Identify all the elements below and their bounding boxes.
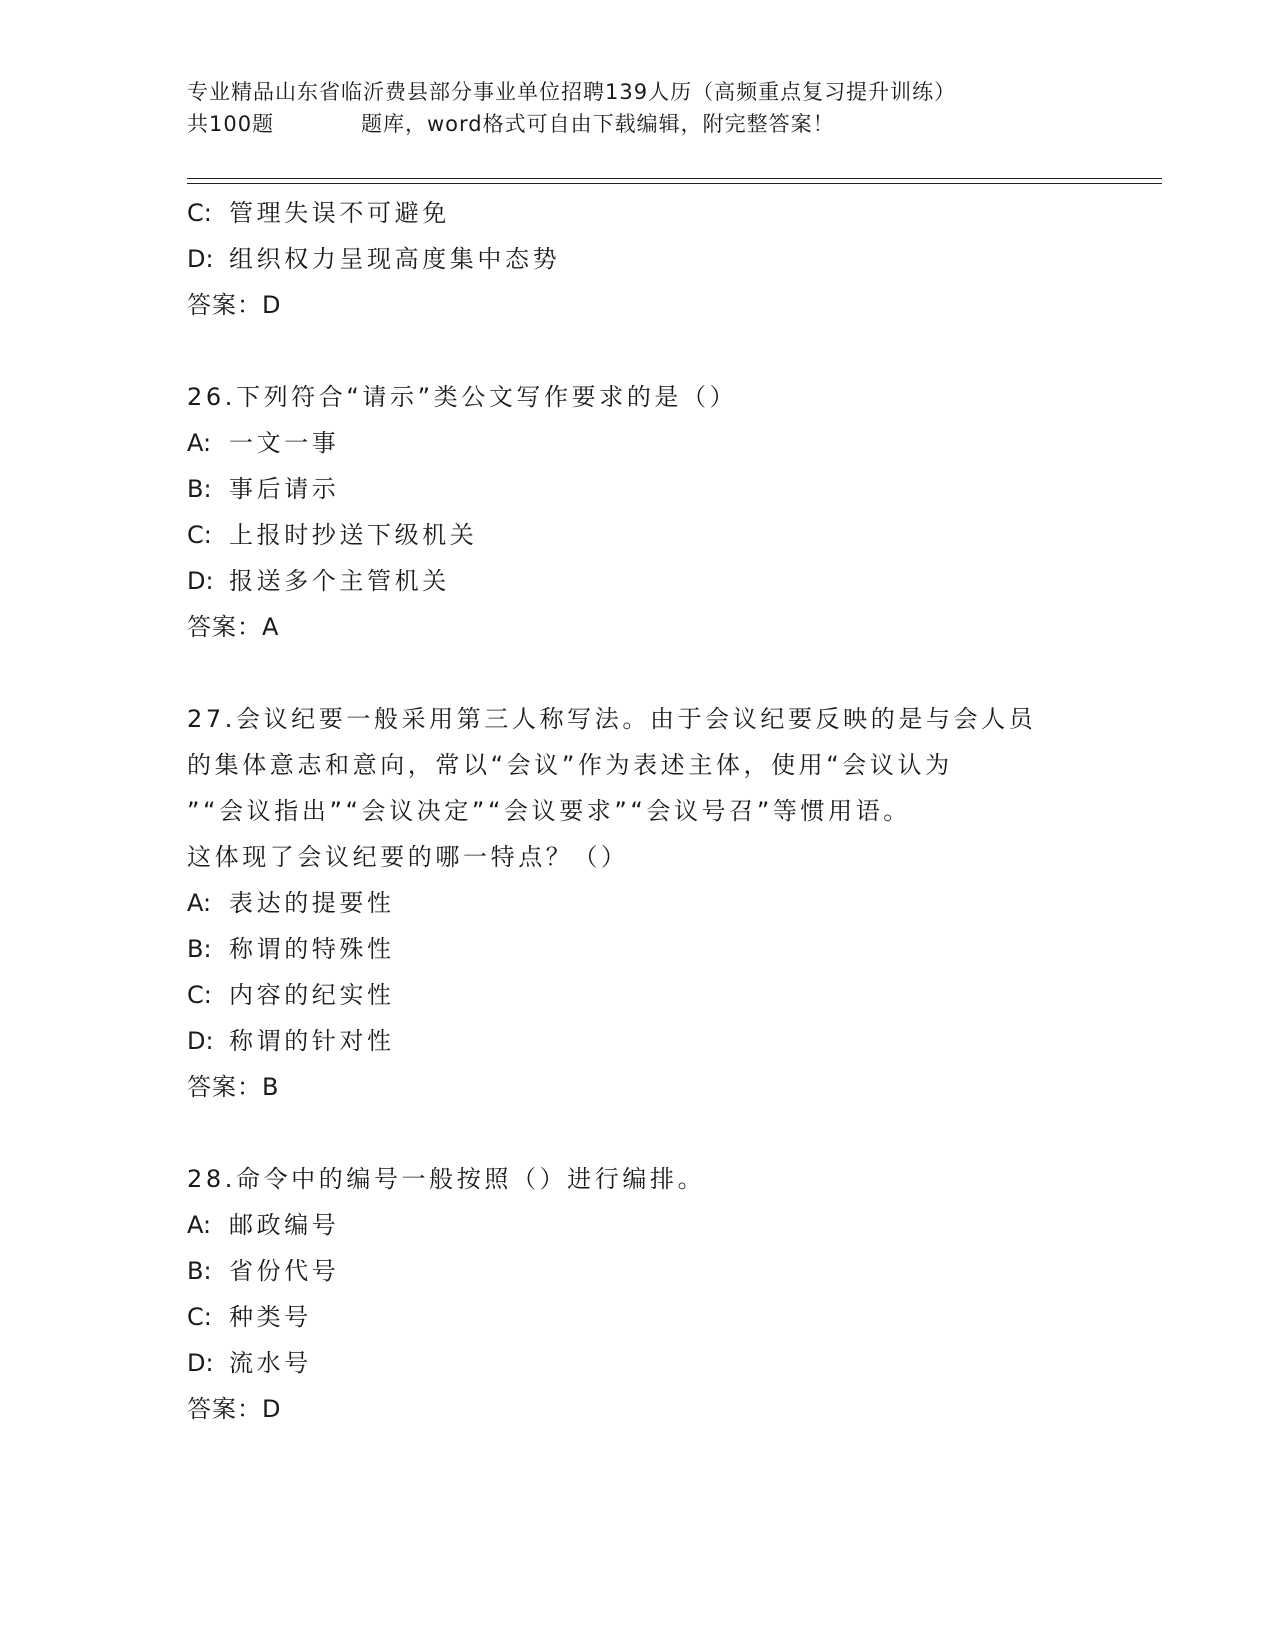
question-list xyxy=(187,190,1162,1432)
option-b: B: 事后请示 xyxy=(187,475,340,503)
option-a: A: 表达的提要性 xyxy=(187,889,395,917)
answer-line: 答案：D xyxy=(187,291,282,319)
answer-line: 答案：D xyxy=(187,1395,282,1423)
option-b: B: 称谓的特殊性 xyxy=(187,935,395,963)
option-a: A: 一文一事 xyxy=(187,429,340,457)
option-d: D: 称谓的针对性 xyxy=(187,1027,395,1055)
option-d: D: 流水号 xyxy=(187,1349,312,1377)
question-stem-line-3: ”“会议指出”“会议决定”“会议要求”“会议号召”等惯用语。 xyxy=(187,797,911,825)
document-header xyxy=(187,76,1162,140)
question-stem: 28.命令中的编号一般按照（）进行编排。 xyxy=(187,1165,706,1193)
question-stem-line-2: 的集体意志和意向，常以“会议”作为表述主体，使用“会议认为 xyxy=(187,751,953,779)
question-stem: 26.下列符合“请示”类公文写作要求的是（） xyxy=(187,383,738,411)
option-d: D: 报送多个主管机关 xyxy=(187,567,450,595)
header-subtitle xyxy=(187,108,1162,140)
answer-line: 答案：A xyxy=(187,613,280,641)
option-d: D: 组织权力呈现高度集中态势 xyxy=(187,245,561,273)
question-stem-line-1: 27.会议纪要一般采用第三人称写法。由于会议纪要反映的是与会人员 xyxy=(187,705,1037,733)
question-25 xyxy=(187,190,1162,328)
option-b: B: 省份代号 xyxy=(187,1257,340,1285)
question-27 xyxy=(187,696,1162,1110)
header-divider-bottom xyxy=(187,183,1162,184)
header-description: 题库，word格式可自由下载编辑，附完整答案！ xyxy=(361,112,835,136)
header-title: 专业精品山东省临沂费县部分事业单位招聘139人历（高频重点复习提升训练） xyxy=(187,80,957,104)
question-count: 共100题 xyxy=(187,112,275,136)
question-stem-line-4: 这体现了会议纪要的哪一特点？（） xyxy=(187,843,629,871)
option-a: A: 邮政编号 xyxy=(187,1211,340,1239)
answer-line: 答案：B xyxy=(187,1073,280,1101)
option-c: C: 管理失误不可避免 xyxy=(187,199,450,227)
question-26 xyxy=(187,374,1162,650)
option-c: C: 上报时抄送下级机关 xyxy=(187,521,478,549)
header-divider-top xyxy=(187,178,1162,179)
question-28 xyxy=(187,1156,1162,1432)
option-c: C: 内容的纪实性 xyxy=(187,981,395,1009)
option-c: C: 种类号 xyxy=(187,1303,312,1331)
